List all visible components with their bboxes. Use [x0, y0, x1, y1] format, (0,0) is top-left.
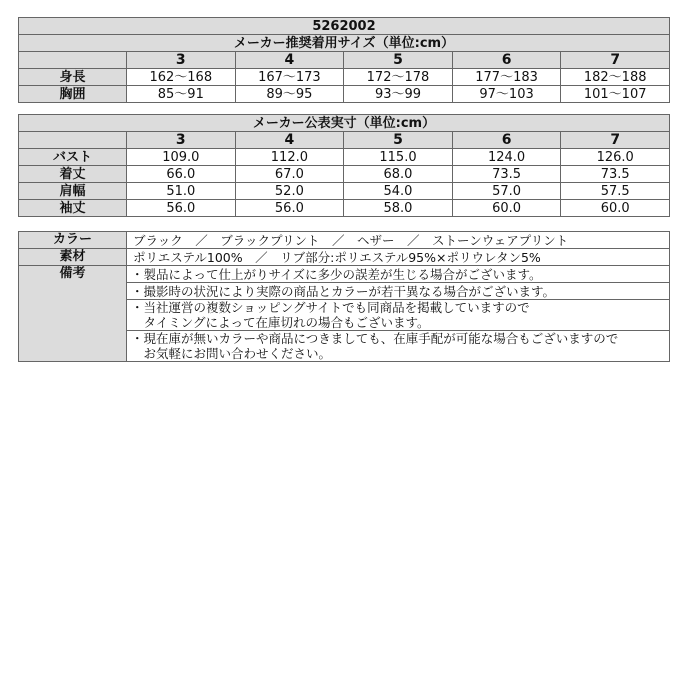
material-label: 素材 [19, 249, 127, 266]
actual-title: メーカー公表実寸（単位:cm） [19, 115, 670, 132]
cell-value: 172～178 [344, 69, 453, 86]
note-line: お気軽にお問い合わせください。 [131, 346, 332, 361]
note-line: ・当社運営の複数ショッピングサイトでも同商品を掲載していますので [131, 300, 530, 315]
product-info-table [18, 231, 670, 362]
cell-value: 124.0 [452, 149, 561, 166]
actual-size-table [18, 114, 670, 217]
size-header: 6 [452, 132, 561, 149]
cell-value: 66.0 [127, 166, 236, 183]
table-row [19, 232, 670, 249]
row-label: 胸囲 [19, 86, 127, 103]
cell-value: 177～183 [452, 69, 561, 86]
cell-value: 60.0 [452, 200, 561, 217]
cell-value: 112.0 [235, 149, 344, 166]
corner-cell [19, 52, 127, 69]
cell-value: 126.0 [561, 149, 670, 166]
size-header: 4 [235, 52, 344, 69]
note-item [127, 300, 670, 331]
size-header: 5 [344, 132, 453, 149]
table-row [19, 266, 670, 283]
cell-value: 60.0 [561, 200, 670, 217]
material-value: ポリエステル100% ／ リブ部分:ポリエステル95%×ポリウレタン5% [127, 249, 670, 266]
cell-value: 57.5 [561, 183, 670, 200]
cell-value: 97～103 [452, 86, 561, 103]
notes-label: 備考 [19, 266, 127, 362]
size-header: 4 [235, 132, 344, 149]
row-label: 身長 [19, 69, 127, 86]
cell-value: 85～91 [127, 86, 236, 103]
size-header: 7 [561, 132, 670, 149]
size-header-row [19, 132, 670, 149]
corner-cell [19, 132, 127, 149]
table-row [19, 183, 670, 200]
row-label: 着丈 [19, 166, 127, 183]
size-header: 7 [561, 52, 670, 69]
table-row [19, 69, 670, 86]
note-item [127, 283, 670, 300]
size-header: 6 [452, 52, 561, 69]
cell-value: 109.0 [127, 149, 236, 166]
cell-value: 89～95 [235, 86, 344, 103]
cell-value: 101～107 [561, 86, 670, 103]
table-row [19, 86, 670, 103]
note-line: ・撮影時の状況により実際の商品とカラーが若干異なる場合がございます。 [131, 283, 556, 299]
cell-value: 68.0 [344, 166, 453, 183]
recommended-size-table [18, 17, 670, 103]
table-row [19, 166, 670, 183]
size-header: 3 [127, 132, 236, 149]
table-row [19, 200, 670, 217]
row-label: バスト [19, 149, 127, 166]
size-header: 3 [127, 52, 236, 69]
recommended-title: メーカー推奨着用サイズ（単位:cm） [19, 35, 670, 52]
cell-value: 162～168 [127, 69, 236, 86]
row-label: 袖丈 [19, 200, 127, 217]
product-code: 5262002 [19, 18, 670, 35]
color-value: ブラック ／ ブラックプリント ／ ヘザー ／ ストーンウェアプリント [127, 232, 670, 249]
cell-value: 52.0 [235, 183, 344, 200]
size-header: 5 [344, 52, 453, 69]
cell-value: 57.0 [452, 183, 561, 200]
row-label: 肩幅 [19, 183, 127, 200]
cell-value: 54.0 [344, 183, 453, 200]
table-row [19, 149, 670, 166]
cell-value: 93～99 [344, 86, 453, 103]
note-line: ・製品によって仕上がりサイズに多少の誤差が生じる場合がございます。 [131, 266, 542, 282]
table-row [19, 249, 670, 266]
cell-value: 58.0 [344, 200, 453, 217]
cell-value: 167～173 [235, 69, 344, 86]
color-label: カラー [19, 232, 127, 249]
size-header-row [19, 52, 670, 69]
note-line: ・現在庫が無いカラーや商品につきましても、在庫手配が可能な場合もございますので [131, 331, 619, 346]
cell-value: 56.0 [235, 200, 344, 217]
cell-value: 51.0 [127, 183, 236, 200]
cell-value: 73.5 [561, 166, 670, 183]
cell-value: 67.0 [235, 166, 344, 183]
note-item [127, 266, 670, 283]
cell-value: 182～188 [561, 69, 670, 86]
cell-value: 115.0 [344, 149, 453, 166]
note-line: タイミングによって在庫切れの場合もございます。 [131, 315, 430, 330]
cell-value: 73.5 [452, 166, 561, 183]
note-item [127, 331, 670, 362]
cell-value: 56.0 [127, 200, 236, 217]
